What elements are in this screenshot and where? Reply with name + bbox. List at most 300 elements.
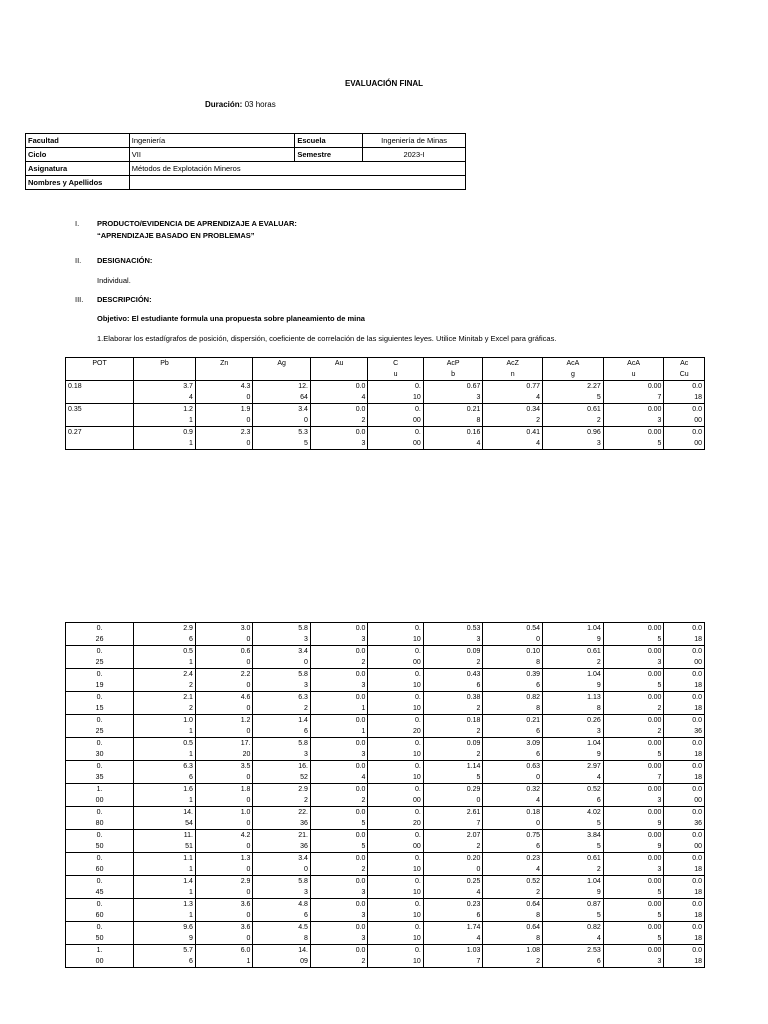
table-cell (253, 623, 311, 646)
table-cell-line-1: 2.53 (587, 947, 601, 954)
table-cell-line-1: 0.34 (526, 406, 541, 413)
table-cell-line-2: 3 (596, 728, 601, 735)
objective-text: Objetivo: El estudiante formula una propuesta sobre planeamiento de mina (97, 314, 365, 323)
table-cell-line-1: 1.3 (183, 901, 193, 908)
table-cell-line-1: 0.43 (466, 671, 481, 678)
table-cell-line-1: 0.61 (587, 855, 601, 862)
table-cell (134, 738, 196, 761)
table-cell-line-1: 1.14 (466, 763, 481, 770)
table-cell-line-2: 0 (246, 889, 251, 896)
table-cell-line-1: 0.87 (587, 901, 601, 908)
table-cell-line-2: 1 (246, 958, 251, 965)
table-cell-line-2: 64 (300, 394, 308, 401)
table-cell (368, 381, 423, 404)
table-cell (253, 738, 311, 761)
table-cell (423, 692, 483, 715)
table-cell-line-1: 0.0 (692, 809, 702, 816)
table-cell-line-2: 3 (476, 394, 481, 401)
table-cell-line-1: 0. (96, 740, 103, 747)
column-header (543, 358, 604, 381)
table-cell (603, 404, 664, 427)
grades-table-bottom (65, 622, 705, 968)
table-row (66, 646, 705, 669)
table-cell-line-1: 0.0 (692, 694, 702, 701)
table-cell-line-2: 5 (596, 820, 601, 827)
table-cell-line-2: 5 (304, 440, 308, 447)
table-cell-line-1: 0. (414, 855, 421, 862)
table-cell-line-1: 0.27 (68, 429, 82, 436)
table-cell-line-2: 4 (189, 394, 193, 401)
table-cell (66, 646, 134, 669)
table-cell (134, 945, 196, 968)
school-value: Ingeniería de Minas (363, 134, 466, 148)
table-cell-line-1: 0.0 (355, 947, 366, 954)
table-cell-line-1: 0.00 (647, 763, 662, 770)
table-cell-line-2: 4 (536, 797, 541, 804)
table-cell-line-2: 0 (246, 636, 251, 643)
section-3-title: DESCRIPCIÓN: (97, 295, 152, 304)
table-cell (368, 738, 423, 761)
table-cell (253, 381, 311, 404)
table-cell-line-2: 5 (476, 774, 481, 781)
table-cell (195, 761, 253, 784)
table-cell-line-2: 10 (413, 935, 421, 942)
table-cell-line-2: 4 (361, 394, 366, 401)
table-cell-line-2: 1 (189, 728, 193, 735)
column-header-line-1: POT (92, 360, 107, 367)
table-cell (134, 381, 196, 404)
table-cell-line-1: 14. (183, 809, 193, 816)
table-cell-line-2: 2 (476, 843, 481, 850)
table-row (66, 623, 705, 646)
table-cell-line-2: 0 (304, 866, 308, 873)
table-row (66, 945, 705, 968)
table-cell-line-2: 0 (536, 636, 541, 643)
table-row (66, 715, 705, 738)
table-cell-line-1: 2.4 (183, 671, 193, 678)
table-cell (368, 404, 423, 427)
duration-line (205, 100, 276, 109)
table-cell-line-2: 30 (95, 751, 104, 758)
table-cell-line-1: 16. (298, 763, 308, 770)
table-cell (134, 761, 196, 784)
column-header (253, 358, 311, 381)
subject-value: Métodos de Explotación Mineros (129, 162, 465, 176)
table-cell-line-1: 3.4 (298, 406, 308, 413)
table-cell (310, 876, 368, 899)
table-cell (368, 945, 423, 968)
table-cell-line-2: 00 (694, 417, 702, 424)
table-cell-line-1: 2.9 (298, 786, 308, 793)
table-cell-line-2: 0 (246, 866, 251, 873)
table-cell-line-1: 3.4 (298, 855, 308, 862)
table-cell-line-2: 36 (300, 843, 308, 850)
table-cell-line-2: 7 (657, 394, 662, 401)
table-cell (543, 761, 604, 784)
table-cell-line-2: 2 (657, 705, 662, 712)
table-cell-line-1: 0. (414, 924, 421, 931)
table-cell-line-1: 0.0 (355, 694, 366, 701)
table-cell-line-1: 0.09 (466, 648, 481, 655)
table-cell-line-2: 0 (304, 659, 308, 666)
table-cell-line-1: 0.00 (647, 429, 662, 436)
table-cell-line-1: 0. (414, 809, 421, 816)
table-cell-line-2 (68, 438, 131, 449)
table-cell-line-1: 4.6 (240, 694, 251, 701)
table-cell-line-1: 21. (298, 832, 308, 839)
table-cell-line-2: 18 (694, 394, 702, 401)
table-cell (483, 899, 543, 922)
table-cell-line-2: 00 (694, 659, 702, 666)
table-cell (195, 876, 253, 899)
table-cell (310, 692, 368, 715)
table-cell (603, 692, 664, 715)
table-cell-line-1: 0.00 (647, 809, 662, 816)
table-cell-line-2: 3 (657, 866, 662, 873)
column-header-line-1: Au (334, 360, 344, 367)
table-cell-line-2: 3 (596, 440, 601, 447)
table-cell (483, 945, 543, 968)
table-cell (664, 381, 705, 404)
table-cell-line-2: 25 (95, 728, 104, 735)
table-cell (195, 784, 253, 807)
column-header-line-2: b (451, 371, 456, 378)
table-cell (310, 669, 368, 692)
table-cell-line-1: 0. (414, 832, 421, 839)
table-cell-line-2: 3 (304, 751, 308, 758)
table-cell-line-2: 2 (361, 866, 366, 873)
table-cell-line-2: 3 (476, 636, 481, 643)
table-cell-line-2: 3 (657, 797, 662, 804)
table-cell-line-2: 3 (657, 659, 662, 666)
section-1-number: I. (75, 219, 80, 228)
table-cell-line-2: 18 (694, 751, 702, 758)
table-cell-line-2: 6 (304, 912, 308, 919)
table-cell-line-1: 1.04 (587, 625, 601, 632)
table-cell (664, 623, 705, 646)
table-cell-line-1: 0. (96, 832, 103, 839)
table-cell-line-2: 3 (361, 935, 366, 942)
table-cell (664, 738, 705, 761)
table-cell-line-1: 2.07 (466, 832, 481, 839)
table-cell (310, 381, 368, 404)
table-cell-line-1: 0. (414, 625, 421, 632)
table-cell-line-1: 0.29 (466, 786, 481, 793)
table-cell-line-2: 52 (300, 774, 308, 781)
table-cell-line-1: 0. (414, 947, 421, 954)
table-cell (310, 807, 368, 830)
table-cell (368, 899, 423, 922)
table-cell-line-1: 0.82 (526, 694, 541, 701)
table-cell-line-2: 0 (246, 728, 251, 735)
table-cell (603, 876, 664, 899)
table-cell-line-1: 0. (414, 648, 421, 655)
table-cell (253, 807, 311, 830)
table-cell-line-2: 4 (476, 935, 481, 942)
column-header-line-1: Zn (220, 360, 229, 367)
table-cell-line-1: 0. (414, 786, 421, 793)
table-row (66, 830, 705, 853)
table-cell (253, 669, 311, 692)
table-cell (543, 807, 604, 830)
table-cell-line-1: 0.77 (526, 383, 541, 390)
table-cell (603, 830, 664, 853)
table-cell (543, 404, 604, 427)
table-cell-line-2: 4 (596, 774, 601, 781)
column-header (368, 358, 423, 381)
table-cell-line-1: 5.8 (298, 625, 308, 632)
table-cell (423, 807, 483, 830)
table-cell-line-1: 5.8 (298, 878, 308, 885)
table-cell (310, 830, 368, 853)
table-cell (664, 830, 705, 853)
table-cell-line-1: 6.3 (183, 763, 193, 770)
table-cell (543, 715, 604, 738)
table-cell-line-2: 1 (189, 440, 193, 447)
table-cell (66, 427, 134, 450)
table-cell-line-2: 15 (95, 705, 104, 712)
table-cell-line-2: 2 (476, 659, 481, 666)
column-header (134, 358, 196, 381)
column-header (66, 358, 134, 381)
table-cell-line-2: 45 (95, 889, 104, 896)
table-cell-line-1: 0.0 (692, 832, 702, 839)
table-cell (483, 738, 543, 761)
names-value[interactable] (129, 176, 465, 190)
column-header (483, 358, 543, 381)
table-cell-line-1: 0.00 (647, 648, 662, 655)
table-cell (543, 738, 604, 761)
table-cell-line-1: 0.0 (692, 901, 702, 908)
table-cell-line-2: 00 (413, 440, 421, 447)
table-cell (664, 899, 705, 922)
table-cell-line-2: 6 (189, 958, 193, 965)
table-cell-line-1: 0.0 (355, 901, 366, 908)
table-cell-line-1: 12. (298, 383, 308, 390)
table-cell-line-2: 00 (413, 417, 421, 424)
table-cell (368, 646, 423, 669)
table-cell (195, 899, 253, 922)
table-cell-line-2: 10 (413, 889, 421, 896)
table-cell-line-1: 1.1 (183, 855, 193, 862)
table-cell-line-2: 6 (189, 774, 193, 781)
table-cell-line-1: 5.3 (298, 429, 308, 436)
table-cell-line-1: 1.4 (183, 878, 193, 885)
semester-label: Semestre (295, 148, 363, 162)
table-cell-line-2: 10 (413, 751, 421, 758)
table-cell-line-2: 18 (694, 866, 702, 873)
table-row (66, 784, 705, 807)
table-cell (423, 876, 483, 899)
table-cell-line-1: 0. (414, 694, 421, 701)
table-cell (664, 807, 705, 830)
table-cell-line-2: 18 (694, 889, 702, 896)
table-cell (603, 945, 664, 968)
column-header-line-1: Ag (277, 360, 286, 367)
table-cell (195, 404, 253, 427)
table-cell-line-1: 1. (96, 786, 103, 793)
cycle-label: Ciclo (26, 148, 130, 162)
table-cell-line-1: 0.67 (466, 383, 481, 390)
table-cell-line-2: 0 (476, 866, 481, 873)
table-cell-line-2: 6 (596, 958, 601, 965)
school-label: Escuela (295, 134, 363, 148)
table-cell-line-2: 8 (536, 705, 541, 712)
table-cell-line-1: 2.9 (240, 878, 251, 885)
table-cell-line-2: 3 (304, 636, 308, 643)
table-cell-line-2: 4 (536, 394, 541, 401)
table-cell (664, 922, 705, 945)
table-cell (134, 404, 196, 427)
table-cell-line-1: 1.08 (526, 947, 541, 954)
table-cell-line-2: 3 (361, 889, 366, 896)
table-cell (368, 853, 423, 876)
table-cell (134, 807, 196, 830)
table-cell (195, 692, 253, 715)
table-cell-line-2: 50 (95, 935, 104, 942)
table-cell (423, 381, 483, 404)
table-cell (253, 853, 311, 876)
table-cell (368, 669, 423, 692)
table-cell-line-1: 4.02 (587, 809, 601, 816)
table-cell-line-2: 0 (246, 774, 251, 781)
column-header (664, 358, 705, 381)
table-cell-line-2: 0 (246, 843, 251, 850)
table-cell (66, 715, 134, 738)
table-cell (310, 945, 368, 968)
table-cell-line-2: 00 (95, 797, 104, 804)
table-cell-line-2: 2 (304, 797, 308, 804)
table-cell (66, 807, 134, 830)
table-cell-line-1: 5.8 (298, 671, 308, 678)
table-cell-line-1: 0. (414, 878, 421, 885)
table-cell-line-2: 9 (596, 889, 601, 896)
table-cell-line-2: 2 (361, 958, 366, 965)
table-cell-line-1: 0.0 (692, 763, 702, 770)
table-cell-line-1: 6.0 (240, 947, 251, 954)
course-info-table (25, 133, 466, 190)
column-header-line-1: AcP (446, 360, 460, 367)
table-cell-line-2: 2 (361, 659, 366, 666)
table-cell-line-2: 8 (596, 705, 601, 712)
table-cell (66, 623, 134, 646)
table-row (66, 427, 705, 450)
table-cell-line-1: 0.18 (68, 383, 82, 390)
section-2-text: Individual. (97, 276, 131, 285)
table-cell-line-2: 0 (246, 797, 251, 804)
table-cell (368, 784, 423, 807)
table-cell (483, 922, 543, 945)
table-cell (66, 692, 134, 715)
table-cell-line-1: 2.3 (240, 429, 251, 436)
table-cell-line-2: 0 (246, 912, 251, 919)
table-cell-line-2: 54 (185, 820, 193, 827)
table-cell (310, 922, 368, 945)
table-cell-line-1: 0. (96, 878, 103, 885)
column-header-line-2 (255, 369, 308, 380)
table-cell (664, 427, 705, 450)
table-cell-line-1: 0.0 (355, 717, 366, 724)
table-cell-line-2: 18 (694, 636, 702, 643)
column-header-line-2 (198, 369, 251, 380)
table-cell-line-2: 36 (694, 820, 702, 827)
table-cell-line-2: 1 (189, 797, 193, 804)
table-cell-line-2: 1 (189, 659, 193, 666)
table-cell-line-2: 0 (476, 797, 481, 804)
table-cell-line-2: 00 (413, 843, 421, 850)
table-cell (66, 761, 134, 784)
table-cell-line-2: 5 (596, 912, 601, 919)
table-cell-line-1: 0.00 (647, 717, 662, 724)
table-cell-line-1: 0.0 (692, 786, 702, 793)
table-cell-line-1: 0. (96, 648, 103, 655)
table-cell (483, 807, 543, 830)
table-cell (664, 404, 705, 427)
table-cell-line-1: 0.0 (692, 671, 702, 678)
table-cell-line-1: 1.03 (466, 947, 481, 954)
table-cell (368, 876, 423, 899)
table-cell-line-1: 0.00 (647, 740, 662, 747)
table-cell (543, 692, 604, 715)
table-cell-line-2: 9 (189, 935, 193, 942)
table-row (66, 692, 705, 715)
table-cell-line-2: 3 (361, 636, 366, 643)
table-cell (423, 761, 483, 784)
table-cell (423, 784, 483, 807)
table-cell (423, 738, 483, 761)
table-cell-line-1: 1.74 (466, 924, 481, 931)
table-cell (66, 404, 134, 427)
table-cell-line-1: 9.6 (183, 924, 193, 931)
table-cell (195, 922, 253, 945)
table-cell-line-2: 18 (694, 912, 702, 919)
table-cell-line-1: 5.8 (298, 740, 308, 747)
table-cell-line-2: 8 (536, 912, 541, 919)
table-cell (368, 427, 423, 450)
table-cell-line-2 (68, 392, 131, 403)
table-cell (664, 715, 705, 738)
table-cell-line-2: 18 (694, 935, 702, 942)
column-header-line-2 (136, 369, 193, 380)
table-cell-line-1: 1.6 (183, 786, 193, 793)
instruction-text: 1.Elaborar los estadígrafos de posición, dispersión, coeficiente de correlación de las siguientes leyes. Utilice Minitab y Excel para gráficas. (97, 334, 557, 343)
table-cell (603, 623, 664, 646)
faculty-label: Facultad (26, 134, 130, 148)
table-cell-line-1: 0.00 (647, 855, 662, 862)
column-header-line-2: n (510, 371, 515, 378)
section-1-title: PRODUCTO/EVIDENCIA DE APRENDIZAJE A EVALUAR: (97, 219, 297, 228)
table-cell-line-1: 0.18 (466, 717, 481, 724)
table-cell (310, 715, 368, 738)
table-cell (368, 761, 423, 784)
table-cell-line-2: 0 (246, 417, 251, 424)
table-cell-line-2: 10 (413, 394, 421, 401)
table-row (66, 876, 705, 899)
column-header-line-2 (313, 369, 366, 380)
table-cell-line-2: 10 (413, 774, 421, 781)
table-cell-line-2: 00 (413, 659, 421, 666)
table-cell (603, 738, 664, 761)
table-cell (310, 853, 368, 876)
table-cell-line-2: 50 (95, 843, 104, 850)
table-cell-line-1: 4.3 (240, 383, 251, 390)
table-cell-line-1: 0. (414, 740, 421, 747)
table-cell-line-2: 36 (694, 728, 702, 735)
table-cell-line-2: 10 (413, 912, 421, 919)
table-cell-line-2: 6 (536, 751, 541, 758)
table-cell-line-2: 2 (476, 751, 481, 758)
table-cell-line-2: 10 (413, 682, 421, 689)
